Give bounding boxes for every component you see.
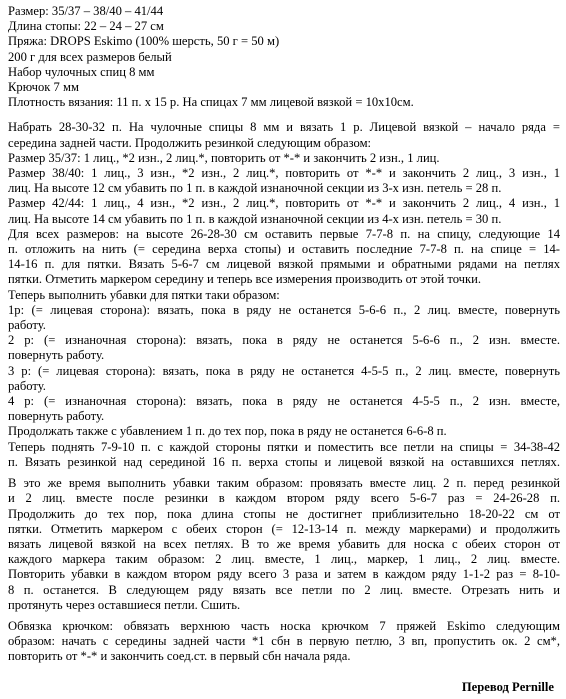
instruction-line: 14-16 п. для пятки. Вязать 5-6-7 см лицевой вязкой прямыми и обратными рядами на петлях bbox=[8, 257, 560, 272]
spec-line-amount: 200 г для всех размеров белый bbox=[8, 49, 172, 64]
instruction-line: Набрать 28-30-32 п. На чулочные спицы 8 мм и вязать 1 р. Лицевой вязкой – начало ряда = bbox=[8, 120, 560, 135]
spec-line-hook: Крючок 7 мм bbox=[8, 80, 79, 95]
decreases-block bbox=[8, 476, 560, 613]
crochet-line: повторить от *-* и закончить соед.ст. в первый сбн начала ряда. bbox=[8, 649, 351, 664]
instruction-line: 2 р: (= изнаночная сторона): вязать, пока в ряду не останется 5-6-6 п., 2 изн. вместе. bbox=[8, 333, 560, 348]
decrease-line: В это же время выполнить убавки таким образом: провязать вместе лиц. 2 п. перед резинкой bbox=[8, 476, 560, 491]
instruction-line: пятки. Отметить маркером середину и теперь все измерения производить от этой точки. bbox=[8, 272, 482, 287]
instruction-line: 1р: (= лицевая сторона): вязать, пока в ряду не останется 5-6-6 п., 2 лиц. вместе, повернуть bbox=[8, 302, 560, 317]
instruction-line: Теперь выполнить убавки для пятки таки образом: bbox=[8, 287, 280, 302]
instruction-line: Размер 38/40: 1 лиц., 3 изн., *2 изн., 2 лиц.*, повторить от *-* и закончить 2 лиц., 3 изн., 1 bbox=[8, 166, 560, 181]
instruction-line: работу. bbox=[8, 318, 46, 333]
instruction-line: работу. bbox=[8, 378, 46, 393]
pattern-document bbox=[8, 4, 560, 665]
spacer bbox=[8, 110, 560, 120]
crochet-block bbox=[8, 619, 560, 665]
instruction-line: п. отложить на нить (= середина верха стопы) и оставить последние 7-7-8 п. на спице = 14- bbox=[8, 242, 560, 257]
spec-line-gauge: Плотность вязания: 11 п. x 15 р. На спицах 7 мм лицевой вязкой = 10x10см. bbox=[8, 95, 414, 110]
spec-line-size: Размер: 35/37 – 38/40 – 41/44 bbox=[8, 4, 164, 18]
instruction-line: 3 р: (= лицевая сторона): вязать, пока в ряду не останется 4-5-5 п., 2 лиц. вместе, повернуть bbox=[8, 363, 560, 378]
instructions-block bbox=[8, 120, 560, 470]
specs-block bbox=[8, 4, 560, 110]
decrease-line: каждого маркера таким образом: 2 лиц. вместе, 1 лиц., маркер, 1 лиц., 2 лиц. вместе. bbox=[8, 552, 560, 567]
decrease-line: вязать лицевой вязкой на всех петлях. В то же время убавить для носка с обеих сторон от bbox=[8, 536, 560, 551]
crochet-line: образом: начать с середины задней части *1 сбн в первую петлю, 3 вп, пропустить ок. 2 см*, bbox=[8, 634, 560, 649]
instruction-line: середина задней части. Продолжить резинкой следующим образом: bbox=[8, 135, 372, 150]
instruction-line: Теперь поднять 7-9-10 п. с каждой стороны пятки и поместить все петли на спицы = 34-38-42 bbox=[8, 439, 560, 454]
decrease-line: Продолжить до тех пор, пока длина стопы не достигнет приблизительно 18-20-22 см от bbox=[8, 506, 560, 521]
translator-credit: Перевод Pernille bbox=[461, 680, 554, 694]
decrease-line: протянуть через оставшиеся петли. Сшить. bbox=[8, 597, 241, 612]
decrease-line: Повторить убавки в каждом втором ряду всего 3 раза и затем в каждом ряду 1-1-2 раз = 8-10- bbox=[8, 567, 560, 582]
spec-line-foot-length: Длина стопы: 22 – 24 – 27 см bbox=[8, 19, 164, 34]
instruction-line: Продолжать также с убавлением 1 п. до тех пор, пока в ряду не останется 6-6-8 п. bbox=[8, 424, 447, 439]
decrease-line: и 2 лиц. вместе после резинки в каждом втором ряду всего 5-6-7 раз = 24-26-28 п. bbox=[8, 491, 560, 506]
spec-line-yarn: Пряжа: DROPS Eskimo (100% шерсть, 50 г = 50 м) bbox=[8, 34, 280, 49]
instruction-line: лиц. На высоте 12 см убавить по 1 п. в каждой изнаночной секции из 3-х изн. петель = 28 п. bbox=[8, 181, 502, 196]
instruction-line: повернуть работу. bbox=[8, 409, 105, 424]
decrease-line: пятки. Отметить маркером с обеих сторон (= 12-13-14 п. между маркерами) и продолжить bbox=[8, 521, 560, 536]
instruction-line: повернуть работу. bbox=[8, 348, 105, 363]
instruction-line: Для всех размеров: на высоте 26-28-30 см оставить первые 7-7-8 п. на спицу, следующие 14 bbox=[8, 226, 560, 241]
decrease-line: 8 п. останется. В следующем ряду вязать все петли по 2 лиц. вместе. Отрезать нить и bbox=[8, 582, 560, 597]
instruction-line: лиц. На высоте 14 см убавить по 1 п. в каждой изнаночной секции из 4-х изн. петель = 30 п. bbox=[8, 211, 502, 226]
instruction-line: Размер 42/44: 1 лиц., 4 изн., *2 изн., 2 лиц.*, повторить от *-* и закончить 2 лиц., 4 изн., 1 bbox=[8, 196, 560, 211]
instruction-line: п. Вязать резинкой над серединой 16 п. верха стопы и лицевой вязкой на оставшихся петлях. bbox=[8, 454, 560, 469]
instruction-line: 4 р: (= изнаночная сторона): вязать, пока в ряду не останется 4-5-5 п., 2 изн. вместе, bbox=[8, 394, 560, 409]
instruction-line: Размер 35/37: 1 лиц., *2 изн., 2 лиц.*, повторить от *-* и закончить 2 изн., 1 лиц. bbox=[8, 150, 440, 165]
crochet-line: Обвязка крючком: обвязать верхнюю часть носка крючком 7 пряжей Eskimo следующим bbox=[8, 618, 560, 633]
spec-line-needles: Набор чулочных спиц 8 мм bbox=[8, 64, 155, 79]
